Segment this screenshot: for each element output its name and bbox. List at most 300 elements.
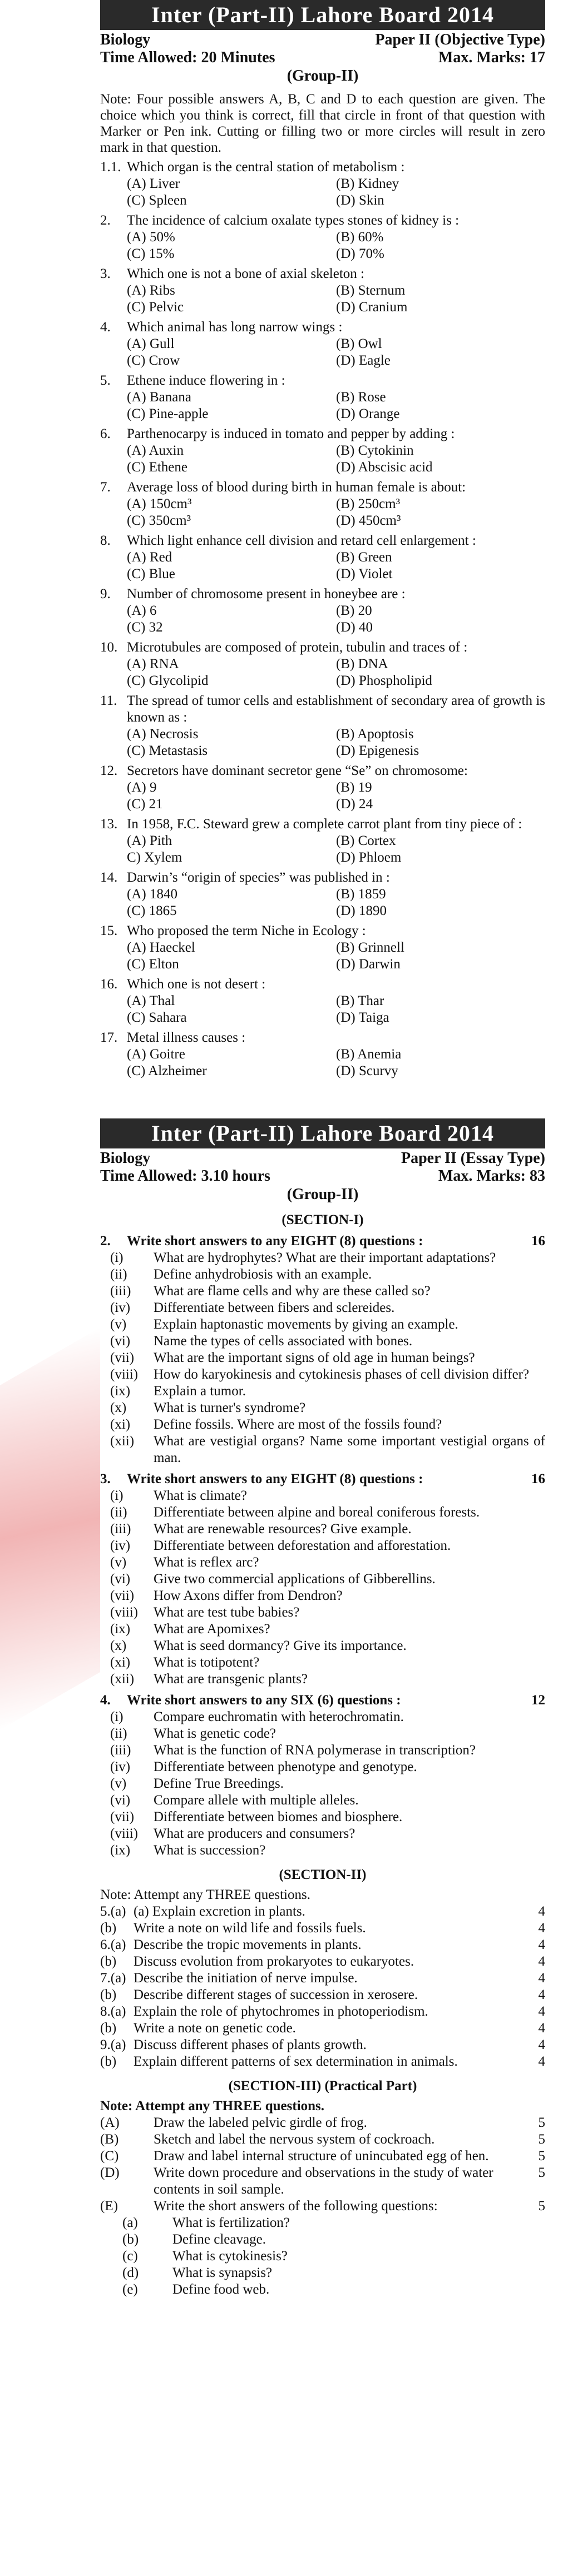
mcq-question (100, 266, 545, 282)
short-question-item (100, 1776, 545, 1792)
item-roman: (ii) (110, 1726, 127, 1741)
mcq-options (100, 176, 545, 209)
mcq-option: (B) DNA (336, 657, 388, 672)
mcq-option: (A) RNA (127, 657, 179, 672)
mcq-option: (B) Apoptosis (336, 727, 414, 742)
essay-time: Time Allowed: 3.10 hours (100, 1167, 270, 1185)
item-text: What is genetic code? (154, 1726, 276, 1741)
long-question-item (100, 1937, 545, 1953)
item-text: Differentiate between alpine and boreal coniferous forests. (154, 1505, 480, 1520)
practical-text: Write the short answers of the following questions: (154, 2199, 438, 2214)
item-roman: (iii) (110, 1284, 131, 1299)
short-question-item (100, 1250, 545, 1266)
mcq-question (100, 816, 545, 833)
mcq-option: (A) 1840 (127, 887, 177, 902)
item-roman: (i) (110, 1709, 124, 1724)
practical-sub-text: Define food web. (172, 2282, 270, 2297)
mcq-item (100, 923, 545, 973)
long-question-marks: 4 (538, 2021, 545, 2036)
mcq-item (100, 976, 545, 1026)
short-question-item (100, 1554, 545, 1571)
mcq-item (100, 639, 545, 689)
mcq-option: (B) Green (336, 550, 392, 565)
item-text: What are test tube babies? (154, 1605, 300, 1620)
mcq-question (100, 159, 545, 176)
item-roman: (xii) (110, 1672, 135, 1687)
long-question-item (100, 2020, 545, 2037)
mcq-option: (B) Rose (336, 390, 386, 405)
mcq-option: (C) 21 (127, 797, 163, 812)
item-text: Explain haptonastic movements by giving an example. (154, 1317, 458, 1332)
mcq-option: (C) Ethene (127, 460, 187, 475)
practical-text: Write down procedure and observations in the study of water contents in soil sample. (154, 2165, 493, 2197)
mcq-option: (C) Blue (127, 566, 175, 581)
mcq-options (100, 656, 545, 689)
practical-text: Draw the labeled pelvic girdle of frog. (154, 2115, 367, 2130)
mcq-question (100, 763, 545, 779)
mcq-text: Which one is not a bone of axial skeleton : (127, 266, 364, 281)
short-question-heading (100, 1692, 545, 1709)
item-text: Differentiate between deforestation and afforestation. (154, 1538, 451, 1553)
mcq-option: (C) 15% (127, 246, 175, 261)
short-question-item (100, 1638, 545, 1654)
mcq-options (100, 779, 545, 813)
mcq-option: (B) Grinnell (336, 940, 404, 955)
mcq-option: (B) Owl (336, 336, 382, 351)
long-question-number: (b) (100, 2054, 117, 2069)
short-question-item (100, 1571, 545, 1588)
objective-time: Time Allowed: 20 Minutes (100, 49, 275, 66)
mcq-question (100, 319, 545, 336)
mcq-text: In 1958, F.C. Steward grew a complete carrot plant from tiny piece of : (127, 817, 522, 832)
mcq-option: (B) 19 (336, 780, 372, 795)
long-question-marks: 4 (538, 1987, 545, 2002)
practical-sub-label: (d) (122, 2265, 139, 2280)
long-question-number: (b) (100, 1921, 117, 1936)
practical-marks: 5 (538, 2199, 545, 2214)
practical-marks: 5 (538, 2132, 545, 2147)
mcq-option: (C) Pine-apple (127, 406, 209, 421)
mcq-option: (A) 50% (127, 230, 175, 245)
long-question-marks: 4 (538, 2037, 545, 2052)
short-question-item (100, 1400, 545, 1416)
long-question-marks: 4 (538, 1937, 545, 1952)
mcq-question (100, 479, 545, 496)
item-text: What is climate? (154, 1488, 247, 1503)
item-text: Differentiate between fibers and sclereides. (154, 1300, 395, 1315)
mcq-list (100, 159, 545, 1080)
mcq-options (100, 939, 545, 973)
item-text: What are producers and consumers? (154, 1826, 355, 1841)
practical-label: (A) (100, 2115, 120, 2130)
mcq-option: (B) Sternum (336, 283, 406, 298)
mcq-text: Who proposed the term Niche in Ecology : (127, 923, 366, 938)
long-question-item (100, 1987, 545, 2003)
short-question-item (100, 1621, 545, 1638)
mcq-option: (B) 60% (336, 230, 384, 245)
item-roman: (vii) (110, 1350, 135, 1365)
short-question-item (100, 1654, 545, 1671)
short-question-item (100, 1842, 545, 1859)
item-text: What is seed dormancy? Give its importance. (154, 1638, 407, 1653)
mcq-number: 10. (100, 640, 118, 655)
short-question-item (100, 1809, 545, 1826)
mcq-text: Which one is not desert : (127, 977, 266, 992)
mcq-option: (C) Crow (127, 353, 180, 368)
mcq-option: (A) Gull (127, 336, 175, 351)
mcq-number: 16. (100, 977, 118, 992)
mcq-text: The spread of tumor cells and establishment of secondary area of growth is known as : (127, 693, 545, 725)
short-question-item (100, 1759, 545, 1776)
practical-item (100, 2131, 545, 2148)
short-question-item (100, 1504, 545, 1521)
long-question-number: 6.(a) (100, 1937, 126, 1952)
essay-banner: Inter (Part-II) Lahore Board 2014 (100, 1118, 545, 1148)
question-number: 2. (100, 1234, 111, 1249)
practical-sub-label: (e) (122, 2282, 138, 2297)
long-question-text: Discuss evolution from prokaryotes to eukaryotes. (134, 1954, 414, 1969)
item-text: How Axons differ from Dendron? (154, 1588, 343, 1603)
long-question-marks: 4 (538, 1971, 545, 1986)
question-heading: Write short answers to any SIX (6) questions : (127, 1693, 401, 1708)
item-roman: (ix) (110, 1384, 131, 1399)
mcq-text: Darwin’s “origin of species” was published in : (127, 870, 390, 885)
item-text: What is turner's syndrome? (154, 1400, 306, 1415)
mcq-number: 4. (100, 320, 111, 335)
short-question-item (100, 1792, 545, 1809)
item-roman: (ix) (110, 1843, 131, 1858)
short-question-heading (100, 1471, 545, 1488)
objective-group: (Group-II) (287, 67, 359, 84)
short-question-item (100, 1742, 545, 1759)
item-text: What are transgenic plants? (154, 1672, 308, 1687)
question-marks: 16 (531, 1471, 545, 1486)
practical-sub-label: (a) (122, 2215, 138, 2230)
item-roman: (i) (110, 1250, 124, 1265)
practical-subitem (100, 2231, 545, 2248)
essay-header-row2 (100, 1167, 545, 1185)
watermark-stripe (0, 1327, 100, 1730)
short-question-item (100, 1521, 545, 1538)
mcq-option: (D) 70% (336, 246, 384, 261)
mcq-item (100, 479, 545, 529)
long-question-text: Describe the initiation of nerve impulse. (134, 1971, 358, 1986)
mcq-option: (D) Violet (336, 566, 393, 581)
item-roman: (ii) (110, 1267, 127, 1282)
item-text: Explain a tumor. (154, 1384, 246, 1399)
long-question-marks: 4 (538, 2004, 545, 2019)
mcq-option: (D) Eagle (336, 353, 391, 368)
item-roman: (x) (110, 1638, 127, 1653)
mcq-text: Which light enhance cell division and retard cell enlargement : (127, 533, 476, 548)
short-question-item (100, 1725, 545, 1742)
short-question-item (100, 1538, 545, 1554)
question-heading: Write short answers to any EIGHT (8) questions : (127, 1471, 423, 1486)
mcq-options (100, 726, 545, 759)
item-text: What is reflex arc? (154, 1555, 259, 1570)
mcq-item (100, 869, 545, 919)
mcq-question (100, 586, 545, 603)
item-roman: (iv) (110, 1759, 131, 1774)
mcq-option: (B) 1859 (336, 887, 386, 902)
essay-group: (Group-II) (287, 1186, 359, 1203)
item-roman: (vi) (110, 1572, 131, 1587)
short-question-item (100, 1350, 545, 1366)
question-number: 4. (100, 1693, 111, 1708)
long-question-marks: 4 (538, 1954, 545, 1969)
item-roman: (ii) (110, 1505, 127, 1520)
long-question-text: Describe different stages of succession in xerosere. (134, 1987, 418, 2002)
item-text: What are hydrophytes? What are their important adaptations? (154, 1250, 496, 1265)
long-question-item (100, 1970, 545, 1987)
practical-subitem (100, 2281, 545, 2298)
item-text: What is the function of RNA polymerase in transcription? (154, 1743, 476, 1758)
objective-marks: Max. Marks: 17 (438, 49, 545, 66)
short-question-item (100, 1333, 545, 1350)
item-roman: (v) (110, 1317, 127, 1332)
item-roman: (xi) (110, 1655, 131, 1670)
practical-questions (100, 2115, 545, 2215)
mcq-item (100, 586, 545, 636)
mcq-options (100, 336, 545, 369)
section-3-title: (SECTION-III) (Practical Part) (228, 2078, 417, 2093)
mcq-option: (C) Pelvic (127, 300, 184, 315)
mcq-option: (D) Abscisic acid (336, 460, 433, 475)
item-roman: (iv) (110, 1300, 131, 1315)
mcq-question (100, 869, 545, 886)
mcq-option: (A) 6 (127, 603, 157, 618)
long-question-marks: 4 (538, 1904, 545, 1919)
essay-marks: Max. Marks: 83 (438, 1167, 545, 1185)
short-question-item (100, 1266, 545, 1283)
question-number: 3. (100, 1471, 111, 1486)
item-text: Compare allele with multiple alleles. (154, 1793, 359, 1808)
practical-label: (D) (100, 2165, 120, 2180)
item-roman: (viii) (110, 1605, 138, 1620)
mcq-text: Average loss of blood during birth in human female is about: (127, 480, 466, 495)
mcq-number: 14. (100, 870, 118, 885)
mcq-item (100, 533, 545, 583)
mcq-number: 17. (100, 1030, 118, 1045)
section-2-title: (SECTION-II) (279, 1867, 367, 1882)
practical-label: (C) (100, 2149, 119, 2164)
long-question-item (100, 2053, 545, 2070)
essay-header-row1 (100, 1150, 545, 1167)
short-question-item (100, 1709, 545, 1725)
objective-note: Note: Four possible answers A, B, C and D to each question are given. The choice which you think is correct, fill that circle in front of that question with Marker or Pen ink. Cutting or filling two or more circles will result in zero mark in that question. (100, 92, 545, 155)
mcq-options (100, 442, 545, 476)
short-question-item (100, 1826, 545, 1842)
long-question-text: Explain different patterns of sex determination in animals. (134, 2054, 458, 2069)
mcq-item (100, 319, 545, 369)
mcq-option: (D) Epigenesis (336, 743, 419, 758)
mcq-options (100, 603, 545, 636)
item-roman: (viii) (110, 1826, 138, 1841)
practical-marks: 5 (538, 2115, 545, 2130)
short-question-item (100, 1416, 545, 1433)
item-roman: (xi) (110, 1417, 131, 1432)
item-roman: (ix) (110, 1622, 131, 1637)
practical-item (100, 2165, 545, 2198)
long-question-number: 9.(a) (100, 2037, 126, 2052)
practical-label: (E) (100, 2199, 118, 2214)
item-text: How do karyokinesis and cytokinesis phases of cell division differ? (154, 1367, 530, 1382)
long-question-number: (b) (100, 1954, 117, 1969)
mcq-item (100, 159, 545, 209)
mcq-option: C) Xylem (127, 850, 182, 865)
practical-subitem (100, 2215, 545, 2231)
long-question-number: 5.(a) (100, 1904, 126, 1919)
short-question-item (100, 1433, 545, 1466)
mcq-question (100, 372, 545, 389)
mcq-number: 13. (100, 817, 118, 832)
mcq-options (100, 496, 545, 529)
mcq-text: Secretors have dominant secretor gene “Se” on chromosome: (127, 763, 468, 778)
mcq-option: (A) 9 (127, 780, 157, 795)
item-roman: (vii) (110, 1809, 135, 1824)
practical-sub-text: What is fertilization? (172, 2215, 290, 2230)
mcq-number: 15. (100, 923, 118, 938)
objective-banner: Inter (Part-II) Lahore Board 2014 (100, 0, 545, 30)
practical-sub-text: What is synapsis? (172, 2265, 273, 2280)
mcq-text: Parthenocarpy is induced in tomato and pepper by adding : (127, 426, 455, 441)
mcq-option: (A) 150cm³ (127, 496, 192, 511)
long-question-item (100, 1953, 545, 1970)
mcq-number: 5. (100, 373, 111, 388)
practical-sub-text: Define cleavage. (172, 2232, 266, 2247)
mcq-option: (A) Thal (127, 993, 175, 1008)
mcq-option: (C) 32 (127, 620, 163, 635)
mcq-option: (C) Sahara (127, 1010, 187, 1025)
mcq-text: Microtubules are composed of protein, tubulin and traces of : (127, 640, 468, 655)
mcq-text: Metal illness causes : (127, 1030, 246, 1045)
item-roman: (vi) (110, 1793, 131, 1808)
item-text: Define fossils. Where are most of the fossils found? (154, 1417, 442, 1432)
mcq-option: (A) Liver (127, 176, 180, 191)
long-questions (100, 1903, 545, 2070)
essay-paper: Paper II (Essay Type) (401, 1150, 545, 1167)
item-roman: (v) (110, 1776, 127, 1791)
mcq-question (100, 212, 545, 229)
mcq-text: Number of chromosome present in honeybee are : (127, 586, 406, 601)
mcq-question (100, 923, 545, 939)
short-question-item (100, 1283, 545, 1300)
mcq-options (100, 549, 545, 583)
long-question-text: (a) Explain excretion in plants. (134, 1904, 305, 1919)
item-roman: (iv) (110, 1538, 131, 1553)
mcq-option: (A) Goitre (127, 1047, 185, 1062)
mcq-options (100, 389, 545, 422)
long-question-text: Discuss different phases of plants growth. (134, 2037, 367, 2052)
item-text: Define True Breedings. (154, 1776, 284, 1791)
long-question-number: (b) (100, 2021, 117, 2036)
practical-text: Sketch and label the nervous system of cockroach. (154, 2132, 435, 2147)
mcq-option: (A) Red (127, 550, 172, 565)
mcq-option: (C) Alzheimer (127, 1063, 207, 1078)
short-question-item (100, 1671, 545, 1688)
mcq-option: (D) Phloem (336, 850, 402, 865)
long-question-marks: 4 (538, 1921, 545, 1936)
mcq-option: (D) Scurvy (336, 1063, 398, 1078)
item-roman: (xii) (110, 1434, 135, 1449)
short-question-heading (100, 1233, 545, 1250)
mcq-number: 9. (100, 586, 111, 601)
short-questions (100, 1233, 545, 1859)
long-question-number: 7.(a) (100, 1971, 126, 1986)
long-question-text: Write a note on wild life and fossils fuels. (134, 1921, 366, 1936)
item-roman: (v) (110, 1555, 127, 1570)
essay-subject: Biology (100, 1150, 151, 1167)
item-text: Give two commercial applications of Gibberellins. (154, 1572, 436, 1587)
mcq-number: 2. (100, 213, 111, 228)
item-roman: (iii) (110, 1743, 131, 1758)
question-marks: 16 (531, 1234, 545, 1249)
mcq-number: 7. (100, 480, 111, 495)
long-question-item (100, 2037, 545, 2053)
objective-subject: Biology (100, 31, 151, 48)
mcq-text: Ethene induce flowering in : (127, 373, 285, 388)
mcq-number: 3. (100, 266, 111, 281)
practical-text: Draw and label internal structure of unincubated egg of hen. (154, 2149, 489, 2164)
long-question-text: Explain the role of phytochromes in photoperiodism. (134, 2004, 428, 2019)
mcq-option: (A) Banana (127, 390, 191, 405)
mcq-options (100, 1046, 545, 1080)
mcq-option: (C) Elton (127, 957, 179, 972)
item-roman: (viii) (110, 1367, 138, 1382)
exam-page (100, 0, 545, 2298)
mcq-option: (D) 24 (336, 797, 373, 812)
mcq-item (100, 763, 545, 813)
item-text: What is totipotent? (154, 1655, 260, 1670)
objective-paper: Paper II (Objective Type) (375, 31, 545, 48)
practical-marks: 5 (538, 2165, 545, 2180)
mcq-text: Which animal has long narrow wings : (127, 320, 343, 335)
item-text: Differentiate between phenotype and genotype. (154, 1759, 417, 1774)
item-text: What are Apomixes? (154, 1622, 270, 1637)
mcq-option: (B) 20 (336, 603, 372, 618)
practical-item (100, 2198, 545, 2215)
practical-marks: 5 (538, 2149, 545, 2164)
mcq-option: (A) Necrosis (127, 727, 199, 742)
objective-header-row2 (100, 49, 545, 67)
item-roman: (x) (110, 1400, 127, 1415)
mcq-option: (D) Phospholipid (336, 673, 432, 688)
mcq-option: (D) Orange (336, 406, 400, 421)
item-text: What are flame cells and why are these called so? (154, 1284, 431, 1299)
objective-header-row1 (100, 31, 545, 49)
long-question-text: Describe the tropic movements in plants. (134, 1937, 362, 1952)
mcq-option: (B) Cortex (336, 833, 396, 848)
long-question-text: Write a note on genetic code. (134, 2021, 296, 2036)
practical-label: (B) (100, 2132, 119, 2147)
item-text: Compare euchromatin with heterochromatin. (154, 1709, 404, 1724)
mcq-options (100, 886, 545, 919)
mcq-options (100, 833, 545, 866)
mcq-number: 11. (100, 693, 117, 708)
mcq-option: (B) Cytokinin (336, 443, 414, 458)
mcq-question (100, 976, 545, 993)
mcq-option: (D) Cranium (336, 300, 408, 315)
practical-sub-label: (b) (122, 2232, 139, 2247)
mcq-item (100, 693, 545, 759)
short-question-item (100, 1316, 545, 1333)
long-question-item (100, 1903, 545, 1920)
mcq-question (100, 533, 545, 549)
mcq-option: (D) Skin (336, 193, 384, 208)
item-text: What is succession? (154, 1843, 266, 1858)
short-question-item (100, 1366, 545, 1383)
mcq-options (100, 229, 545, 262)
